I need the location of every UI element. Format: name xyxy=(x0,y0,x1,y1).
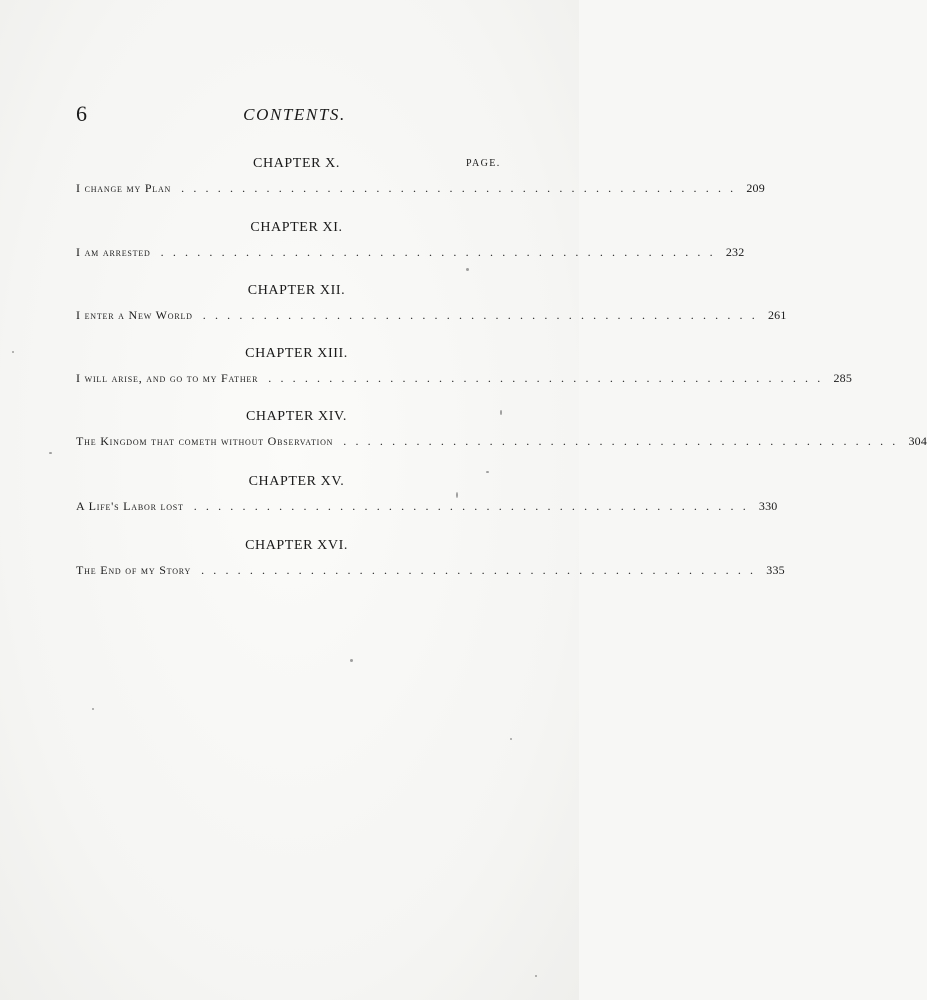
dot-leader: .............................................. xyxy=(202,308,764,322)
paper-speck xyxy=(510,738,512,740)
chapter-page-number: 261 xyxy=(767,308,787,322)
toc-line xyxy=(76,243,745,261)
chapter-title: I am arrested xyxy=(76,245,151,259)
chapter-title: The End of my Story xyxy=(76,563,192,577)
toc-line xyxy=(76,497,778,515)
toc-entry xyxy=(0,408,927,458)
chapter-heading: CHAPTER X. xyxy=(253,156,340,171)
toc-entry xyxy=(0,155,765,205)
chapter-title: The Kingdom that cometh without Observation xyxy=(76,434,334,448)
paper-speck xyxy=(456,492,458,498)
dot-leader: .............................................. xyxy=(201,563,763,577)
chapter-page-number: 304 xyxy=(908,434,927,448)
paper-speck xyxy=(486,471,489,473)
toc-line xyxy=(76,432,927,450)
paper-speck xyxy=(535,975,537,977)
paper-speck xyxy=(12,351,14,353)
chapter-title: I will arise, and go to my Father xyxy=(76,371,259,385)
running-title: CONTENTS. xyxy=(243,105,346,124)
chapter-heading: CHAPTER XI. xyxy=(250,220,343,235)
paper-speck xyxy=(500,410,502,415)
chapter-heading: CHAPTER XVI. xyxy=(245,538,348,553)
page-header xyxy=(0,100,579,130)
toc-line xyxy=(76,369,853,387)
chapter-heading: CHAPTER XV. xyxy=(248,474,345,489)
page-column-label: PAGE. xyxy=(466,158,501,169)
toc-entry xyxy=(0,219,745,269)
chapter-title: A Life's Labor lost xyxy=(76,499,184,513)
paper-speck xyxy=(350,659,353,662)
dot-leader: .............................................. xyxy=(268,371,830,385)
toc-entry xyxy=(0,473,778,523)
chapter-heading: CHAPTER XII. xyxy=(247,283,346,298)
toc-entry xyxy=(0,345,853,395)
chapter-title: I enter a New World xyxy=(76,308,193,322)
chapter-title: I change my Plan xyxy=(76,181,172,195)
chapter-page-number: 232 xyxy=(725,245,745,259)
toc-entry xyxy=(0,537,785,587)
toc-line xyxy=(76,179,765,197)
chapter-heading: CHAPTER XIV. xyxy=(245,409,348,424)
chapter-page-number: 285 xyxy=(833,371,853,385)
toc-line xyxy=(76,306,787,324)
dot-leader: .............................................. xyxy=(160,245,722,259)
toc-entry xyxy=(0,282,787,332)
chapter-page-number: 335 xyxy=(766,563,785,577)
paper-speck xyxy=(49,452,52,454)
dot-leader: .............................................. xyxy=(343,434,905,448)
paper-speck xyxy=(92,708,94,710)
chapter-page-number: 209 xyxy=(746,181,765,195)
page-number: 6 xyxy=(76,101,87,126)
chapter-page-number: 330 xyxy=(758,499,778,513)
dot-leader: .............................................. xyxy=(193,499,755,513)
dot-leader: .............................................. xyxy=(181,181,743,195)
toc-line xyxy=(76,561,785,579)
paper-speck xyxy=(466,268,469,271)
chapter-heading: CHAPTER XIII. xyxy=(245,346,348,361)
